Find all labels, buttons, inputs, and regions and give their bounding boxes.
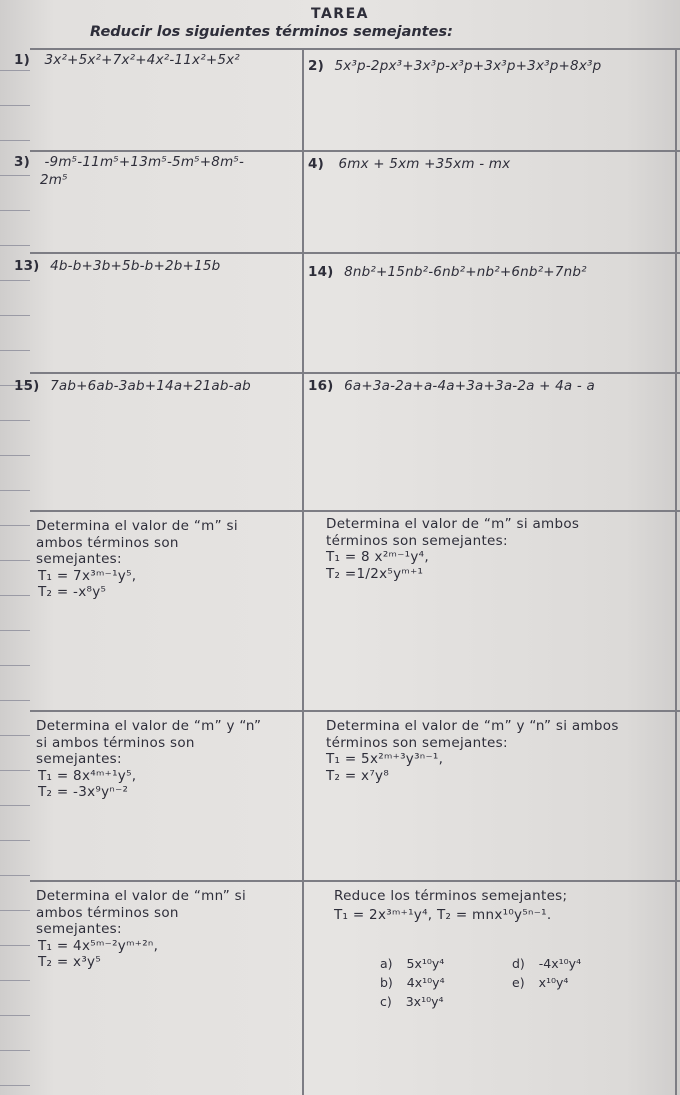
option-e: e) x¹⁰y⁴ (512, 975, 569, 990)
exercise-3: 3) -9m⁵-11m⁵+13m⁵-5m⁵+8m⁵- (14, 154, 245, 170)
grid-line (30, 48, 680, 50)
exercise-1: 1) 3x²+5x²+7x²+4x²-11x²+5x² (14, 52, 240, 68)
option-d: d) -4x¹⁰y⁴ (512, 956, 582, 971)
exercise-13: 13) 4b-b+3b+5b-b+2b+15b (14, 258, 221, 274)
column-divider (302, 50, 304, 1095)
exercise-15: 15) 7ab+6ab-3ab+14a+21ab-ab (14, 378, 251, 394)
problem-mn-right: Determina el valor de “m” y “n” si ambos términos son semejantes: T₁ = 5x²ᵐ⁺³y³ⁿ⁻¹, T₂ = x⁷y⁸ (326, 718, 619, 784)
answer-options-right (512, 954, 581, 992)
problem-mn-left: Determina el valor de “m” y “n” si ambos términos son semejantes: T₁ = 8x⁴ᵐ⁺¹y⁵, T₂ = -3x⁹yⁿ⁻² (36, 718, 262, 800)
grid-line (30, 710, 680, 712)
grid-line (30, 252, 680, 254)
page-subtitle: Reducir los siguientes términos semejantes: (90, 24, 453, 40)
grid-line (30, 510, 680, 512)
problem-m-right: Determina el valor de “m” si ambos términos son semejantes: T₁ = 8 x²ᵐ⁻¹y⁴, T₂ =1/2x⁵yᵐ⁺¹ (326, 516, 580, 582)
problem-product-left: Determina el valor de “mn” si ambos términos son semejantes: T₁ = 4x⁵ᵐ⁻²yᵐ⁺²ⁿ, T₂ = x³y⁵ (36, 888, 246, 970)
option-b: b) 4x¹⁰y⁴ (380, 975, 445, 990)
problem-reduce-right: Reduce los términos semejantes; T₁ = 2x³ᵐ⁺¹y⁴, T₂ = mnx¹⁰y⁵ⁿ⁻¹. (334, 888, 568, 923)
page-title: TAREA (311, 6, 369, 22)
exercise-14: 14) 8nb²+15nb²-6nb²+nb²+6nb²+7nb² (308, 264, 587, 280)
answer-options-left (380, 954, 445, 1011)
problem-m-left: Determina el valor de “m” si ambos términos son semejantes: T₁ = 7x³ᵐ⁻¹y⁵, T₂ = -x⁸y⁵ (36, 518, 238, 600)
exercise-4: 4) 6mx + 5xm +35xm - mx (308, 156, 511, 172)
option-a: a) 5x¹⁰y⁴ (380, 956, 445, 971)
exercise-3-continuation: 2m⁵ (40, 172, 68, 188)
grid-line (30, 150, 680, 152)
option-c: c) 3x¹⁰y⁴ (380, 994, 444, 1009)
right-border (675, 50, 677, 1095)
grid-line (30, 372, 680, 374)
grid-line (30, 880, 680, 882)
exercise-2: 2) 5x³p-2px³+3x³p-x³p+3x³p+3x³p+8x³p (308, 58, 602, 74)
exercise-16: 16) 6a+3a-2a+a-4a+3a+3a-2a + 4a - a (308, 378, 595, 394)
